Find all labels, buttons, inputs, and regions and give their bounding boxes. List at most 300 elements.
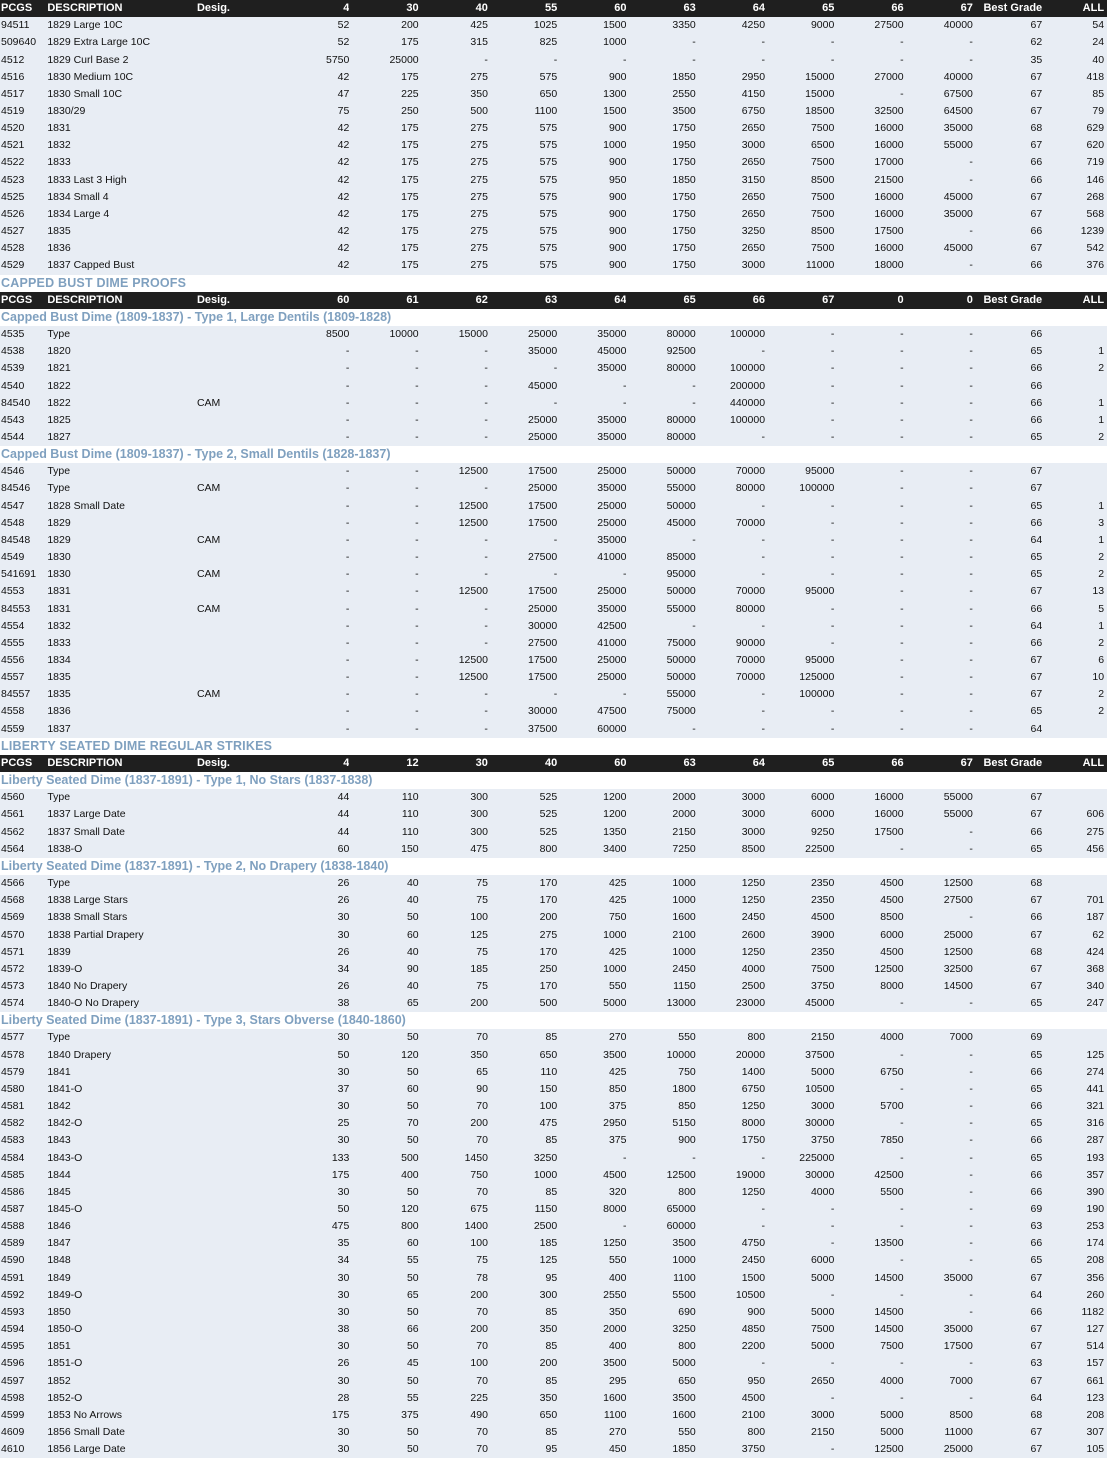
header-price-5: 60 xyxy=(614,2,627,15)
cell-price-6: 85000 xyxy=(666,551,696,564)
header-population-all: ALL xyxy=(1082,756,1105,769)
cell-price-4: 200 xyxy=(539,1357,558,1370)
cell-price-7: 2950 xyxy=(741,70,766,83)
cell-price-6: 2550 xyxy=(672,87,696,100)
cell-price-7: 1250 xyxy=(741,1100,766,1113)
cell-price-5: - xyxy=(622,379,627,392)
cell-price-10: - xyxy=(969,654,973,667)
cell-price-5: - xyxy=(622,1220,627,1233)
cell-description: 1850 xyxy=(47,1305,71,1318)
cell-price-2: 40 xyxy=(406,877,419,890)
cell-price-9: 17500 xyxy=(874,825,904,838)
cell-price-2: - xyxy=(415,654,419,667)
cell-price-1: - xyxy=(345,482,350,495)
table-row xyxy=(0,1201,1107,1218)
cell-population-all: 125 xyxy=(1086,1048,1105,1061)
cell-price-2: 50 xyxy=(406,911,419,924)
cell-price-1: 75 xyxy=(337,105,350,118)
table-row xyxy=(0,944,1107,961)
cell-price-5: 320 xyxy=(608,1185,627,1198)
subsection-title: Capped Bust Dime (1809-1837) - Type 2, Small Dentils (1828-1837) xyxy=(1,447,391,462)
cell-price-8: 2350 xyxy=(810,945,835,958)
cell-best-grade: 68 xyxy=(1030,945,1043,958)
cell-price-2: 90 xyxy=(406,962,419,975)
cell-price-1: - xyxy=(345,654,350,667)
cell-price-8: 2150 xyxy=(810,1031,835,1044)
cell-price-5: 900 xyxy=(608,207,627,220)
table-row xyxy=(0,1029,1107,1046)
table-row xyxy=(0,412,1107,429)
cell-description: 1828 Small Date xyxy=(47,499,125,512)
cell-price-3: 750 xyxy=(470,1168,488,1181)
cell-price-7: 3750 xyxy=(741,1443,766,1456)
cell-description: 1837 Large Date xyxy=(47,808,126,821)
table-row xyxy=(0,909,1107,926)
cell-price-1: 42 xyxy=(337,259,350,272)
cell-best-grade: 66 xyxy=(1030,1168,1043,1181)
cell-price-9: - xyxy=(900,345,904,358)
cell-price-5: 25000 xyxy=(597,465,627,478)
cell-description: 1839-O xyxy=(47,962,83,975)
table-row xyxy=(0,583,1107,600)
cell-price-5: 35000 xyxy=(597,328,627,341)
cell-price-10: 55000 xyxy=(943,139,973,152)
header-price-8: 67 xyxy=(822,293,835,306)
cell-price-5: 35000 xyxy=(597,362,627,375)
cell-price-10: 8500 xyxy=(949,1408,973,1421)
table-row xyxy=(0,429,1107,446)
cell-price-3: 75 xyxy=(476,945,488,958)
cell-pcgs-number: 4522 xyxy=(1,156,25,169)
cell-price-1: 475 xyxy=(331,1220,350,1233)
cell-designation: CAM xyxy=(196,688,221,701)
cell-price-7: 4150 xyxy=(741,87,766,100)
cell-price-5: 1250 xyxy=(603,1237,627,1250)
cell-pcgs-number: 4556 xyxy=(1,654,25,667)
cell-price-6: 1850 xyxy=(672,173,696,186)
cell-price-3: 275 xyxy=(470,259,488,272)
cell-price-8: - xyxy=(830,722,835,735)
cell-price-1: - xyxy=(345,619,350,632)
cell-price-3: - xyxy=(484,568,488,581)
cell-price-1: - xyxy=(345,705,350,718)
cell-price-4: 575 xyxy=(539,190,558,203)
cell-price-8: - xyxy=(830,1237,835,1250)
cell-description: Type xyxy=(47,877,71,890)
cell-price-1: 30 xyxy=(337,1185,350,1198)
cell-price-4: 110 xyxy=(540,1065,558,1078)
cell-price-3: - xyxy=(484,636,488,649)
cell-price-7: 2200 xyxy=(741,1340,766,1353)
cell-price-9: - xyxy=(900,465,904,478)
cell-best-grade: 65 xyxy=(1030,568,1043,581)
cell-price-6: 1750 xyxy=(672,242,696,255)
cell-price-4: 17500 xyxy=(528,465,558,478)
table-row xyxy=(0,1270,1107,1287)
cell-price-5: 1200 xyxy=(603,791,627,804)
subsection-heading xyxy=(0,446,1107,463)
cell-description: 1833 Last 3 High xyxy=(47,173,127,186)
cell-best-grade: 65 xyxy=(1030,345,1043,358)
cell-price-6: 3350 xyxy=(672,19,696,32)
cell-price-1: 44 xyxy=(337,791,350,804)
table-row xyxy=(0,1252,1107,1269)
cell-price-2: 175 xyxy=(401,207,419,220)
cell-price-10: - xyxy=(969,1168,973,1181)
table-row xyxy=(0,1064,1107,1081)
cell-designation: CAM xyxy=(196,396,221,409)
cell-price-2: - xyxy=(415,345,419,358)
cell-best-grade: 66 xyxy=(1030,825,1043,838)
cell-best-grade: 65 xyxy=(1030,1048,1043,1061)
cell-price-6: 5500 xyxy=(672,1288,696,1301)
cell-pcgs-number: 4581 xyxy=(1,1100,25,1113)
cell-price-10: - xyxy=(969,671,973,684)
cell-description: 1829 Curl Base 2 xyxy=(47,53,129,66)
cell-price-10: - xyxy=(969,482,973,495)
cell-price-8: - xyxy=(830,516,835,529)
cell-population-all: 2 xyxy=(1098,688,1105,701)
cell-price-4: 25000 xyxy=(528,430,558,443)
cell-pcgs-number: 4587 xyxy=(1,1203,25,1216)
table-row xyxy=(0,137,1107,154)
cell-price-10: - xyxy=(969,636,973,649)
cell-population-all: 606 xyxy=(1086,808,1105,821)
cell-price-5: 1600 xyxy=(603,1391,627,1404)
cell-price-5: - xyxy=(622,53,627,66)
table-row xyxy=(0,103,1107,120)
cell-price-4: 800 xyxy=(539,842,558,855)
cell-price-1: - xyxy=(345,499,350,512)
table-row xyxy=(0,1098,1107,1115)
table-row xyxy=(0,326,1107,343)
cell-price-2: - xyxy=(415,516,419,529)
cell-price-1: 42 xyxy=(337,190,350,203)
cell-price-3: - xyxy=(484,53,488,66)
cell-price-3: 225 xyxy=(470,1391,488,1404)
cell-price-7: 100000 xyxy=(730,413,766,426)
cell-price-7: - xyxy=(761,1220,766,1233)
cell-price-3: 275 xyxy=(470,173,488,186)
cell-price-8: - xyxy=(830,499,835,512)
cell-price-1: - xyxy=(345,430,350,443)
cell-price-7: 23000 xyxy=(735,997,766,1010)
cell-price-10: 11000 xyxy=(944,1426,973,1439)
cell-pcgs-number: 4561 xyxy=(1,808,25,821)
cell-price-6: 1850 xyxy=(672,1443,696,1456)
cell-price-10: - xyxy=(969,1254,973,1267)
header-price-4: 55 xyxy=(544,2,558,15)
cell-price-1: - xyxy=(345,533,350,546)
cell-price-8: 95000 xyxy=(805,585,835,598)
cell-price-1: 42 xyxy=(337,207,350,220)
section-title: CAPPED BUST DIME PROOFS xyxy=(1,275,187,290)
cell-population-all: 2 xyxy=(1098,430,1105,443)
cell-pcgs-number: 84557 xyxy=(1,688,31,701)
cell-price-9: 16000 xyxy=(874,791,904,804)
cell-price-9: 13500 xyxy=(874,1237,904,1250)
cell-price-8: 45000 xyxy=(805,997,835,1010)
cell-pcgs-number: 4571 xyxy=(1,945,25,958)
cell-price-4: 3250 xyxy=(533,1151,558,1164)
cell-pcgs-number: 4523 xyxy=(1,173,25,186)
cell-price-10: - xyxy=(969,1082,973,1095)
cell-price-6: 80000 xyxy=(666,328,696,341)
cell-price-7: - xyxy=(761,688,766,701)
cell-pcgs-number: 4543 xyxy=(1,413,25,426)
cell-price-4: 27500 xyxy=(528,551,558,564)
header-price-3: 62 xyxy=(475,293,488,306)
cell-price-2: 175 xyxy=(401,36,419,49)
cell-description: 1834 Small 4 xyxy=(47,190,109,203)
cell-population-all: 2 xyxy=(1098,636,1105,649)
cell-price-8: 15000 xyxy=(805,70,835,83)
table-row xyxy=(0,223,1107,240)
cell-price-10: - xyxy=(969,1065,973,1078)
cell-price-1: 30 xyxy=(337,1271,350,1284)
cell-price-6: - xyxy=(692,396,696,409)
cell-pcgs-number: 4555 xyxy=(1,636,25,649)
cell-price-7: - xyxy=(761,619,766,632)
cell-price-10: - xyxy=(969,1357,973,1370)
header-price-2: 12 xyxy=(406,756,419,769)
cell-description: Type xyxy=(47,328,71,341)
cell-price-4: 170 xyxy=(539,877,558,890)
cell-price-8: 7500 xyxy=(810,962,835,975)
cell-pcgs-number: 509640 xyxy=(1,36,37,49)
cell-price-6: 50000 xyxy=(666,654,696,667)
cell-price-4: 250 xyxy=(539,962,558,975)
cell-description: 1849 xyxy=(47,1271,71,1284)
cell-price-9: - xyxy=(900,533,904,546)
cell-price-1: 30 xyxy=(337,1340,350,1353)
header-price-2: 30 xyxy=(406,2,419,15)
cell-price-9: - xyxy=(900,1220,904,1233)
table-row xyxy=(0,1132,1107,1149)
cell-price-10: - xyxy=(969,1185,973,1198)
cell-price-4: 85 xyxy=(545,1134,558,1147)
cell-price-1: 26 xyxy=(337,877,350,890)
cell-price-7: 800 xyxy=(747,1426,766,1439)
cell-price-5: 375 xyxy=(608,1100,627,1113)
table-row xyxy=(0,1373,1107,1390)
cell-price-2: 50 xyxy=(406,1271,419,1284)
subsection-heading xyxy=(0,1012,1107,1029)
table-row xyxy=(0,841,1107,858)
cell-best-grade: 66 xyxy=(1030,1065,1043,1078)
cell-best-grade: 67 xyxy=(1030,688,1043,701)
cell-price-9: 16000 xyxy=(874,808,904,821)
cell-price-3: 15000 xyxy=(458,328,488,341)
cell-pcgs-number: 4558 xyxy=(1,705,25,718)
cell-best-grade: 67 xyxy=(1030,1426,1043,1439)
cell-population-all: 1 xyxy=(1098,533,1105,546)
cell-price-9: - xyxy=(900,53,904,66)
cell-price-3: 125 xyxy=(470,928,488,941)
cell-price-7: 70000 xyxy=(735,671,766,684)
header-price-5: 64 xyxy=(614,293,627,306)
cell-pcgs-number: 4528 xyxy=(1,242,25,255)
cell-price-5: 425 xyxy=(608,945,627,958)
cell-pcgs-number: 4577 xyxy=(1,1031,25,1044)
cell-description: 1838-O xyxy=(47,842,83,855)
cell-price-5: 900 xyxy=(608,122,627,135)
cell-price-3: 490 xyxy=(470,1408,488,1421)
cell-price-8: - xyxy=(830,568,835,581)
cell-price-5: 35000 xyxy=(597,413,627,426)
cell-price-10: 25000 xyxy=(943,928,973,941)
cell-price-7: 100000 xyxy=(730,362,766,375)
cell-price-2: 40 xyxy=(406,945,419,958)
cell-price-9: 14500 xyxy=(874,1323,904,1336)
cell-price-1: - xyxy=(345,671,350,684)
cell-price-9: - xyxy=(900,1288,904,1301)
cell-best-grade: 63 xyxy=(1030,1357,1043,1370)
cell-pcgs-number: 4521 xyxy=(1,139,25,152)
cell-price-2: 400 xyxy=(401,1168,419,1181)
cell-price-5: 42500 xyxy=(597,619,627,632)
cell-price-6: 2000 xyxy=(672,808,696,821)
cell-price-6: 1750 xyxy=(672,156,696,169)
cell-price-7: 100000 xyxy=(730,328,766,341)
cell-population-all: 62 xyxy=(1092,928,1105,941)
header-price-1: 4 xyxy=(343,756,350,769)
cell-price-10: 45000 xyxy=(943,242,973,255)
cell-price-5: 5000 xyxy=(603,997,627,1010)
cell-price-4: 85 xyxy=(545,1426,558,1439)
cell-price-6: 95000 xyxy=(666,568,696,581)
cell-price-3: - xyxy=(484,396,488,409)
cell-best-grade: 66 xyxy=(1030,173,1043,186)
cell-price-7: 80000 xyxy=(735,482,766,495)
cell-price-9: - xyxy=(900,430,904,443)
cell-price-5: 900 xyxy=(608,259,627,272)
subsection-title: Liberty Seated Dime (1837-1891) - Type 1, No Stars (1837-1838) xyxy=(1,773,373,788)
cell-price-10: 55000 xyxy=(943,808,973,821)
cell-price-4: 2500 xyxy=(533,1220,558,1233)
header-price-3: 30 xyxy=(475,756,488,769)
cell-price-7: 2600 xyxy=(741,928,766,941)
cell-price-8: 3750 xyxy=(810,1134,835,1147)
header-price-7: 66 xyxy=(752,293,766,306)
cell-price-5: 1500 xyxy=(603,105,627,118)
cell-price-4: 125 xyxy=(539,1254,558,1267)
cell-price-2: 40 xyxy=(406,894,419,907)
cell-price-5: 45000 xyxy=(597,345,627,358)
cell-population-all: 321 xyxy=(1086,1100,1105,1113)
cell-price-8: 6500 xyxy=(810,139,835,152)
cell-price-2: 175 xyxy=(401,190,419,203)
subsection-heading xyxy=(0,772,1107,789)
cell-price-8: 9000 xyxy=(810,19,835,32)
cell-price-1: 30 xyxy=(337,1305,350,1318)
header-price-2: 61 xyxy=(406,293,419,306)
cell-price-4: 170 xyxy=(539,979,558,992)
cell-best-grade: 66 xyxy=(1030,259,1043,272)
cell-price-3: 78 xyxy=(476,1271,488,1284)
cell-pcgs-number: 4588 xyxy=(1,1220,25,1233)
cell-price-8: 7500 xyxy=(810,122,835,135)
cell-price-6: 690 xyxy=(678,1305,696,1318)
cell-best-grade: 35 xyxy=(1030,53,1043,66)
cell-price-2: - xyxy=(415,551,419,564)
table-row xyxy=(0,532,1107,549)
cell-price-5: 2550 xyxy=(603,1288,627,1301)
cell-price-3: 1450 xyxy=(464,1151,488,1164)
table-row xyxy=(0,1304,1107,1321)
cell-price-1: 52 xyxy=(337,36,350,49)
cell-price-1: 30 xyxy=(337,911,350,924)
cell-price-6: 1750 xyxy=(672,207,696,220)
cell-price-8: - xyxy=(830,430,835,443)
cell-price-2: 50 xyxy=(406,1426,419,1439)
cell-price-7: - xyxy=(761,1203,766,1216)
cell-best-grade: 67 xyxy=(1030,791,1043,804)
cell-price-1: 47 xyxy=(337,87,350,100)
cell-price-8: - xyxy=(830,362,835,375)
cell-pcgs-number: 4525 xyxy=(1,190,25,203)
cell-price-7: 3000 xyxy=(741,808,766,821)
cell-price-1: 30 xyxy=(337,1443,350,1456)
cell-pcgs-number: 4599 xyxy=(1,1408,25,1421)
cell-price-2: - xyxy=(415,465,419,478)
cell-price-6: 75000 xyxy=(666,705,696,718)
cell-price-2: - xyxy=(415,568,419,581)
cell-population-all: 275 xyxy=(1086,825,1105,838)
cell-price-8: 6000 xyxy=(810,808,835,821)
cell-price-8: 2650 xyxy=(810,1374,835,1387)
cell-population-all: 5 xyxy=(1098,602,1105,615)
cell-price-3: 200 xyxy=(470,997,488,1010)
cell-price-3: - xyxy=(484,482,488,495)
cell-price-9: 17000 xyxy=(874,156,904,169)
cell-price-9: 4000 xyxy=(880,1031,904,1044)
cell-pcgs-number: 4609 xyxy=(1,1426,25,1439)
cell-best-grade: 66 xyxy=(1030,1305,1043,1318)
cell-description: Type xyxy=(47,791,71,804)
cell-price-2: 175 xyxy=(401,173,419,186)
cell-price-6: - xyxy=(692,533,696,546)
table-row xyxy=(0,480,1107,497)
cell-price-10: - xyxy=(969,1237,973,1250)
cell-price-9: - xyxy=(900,362,904,375)
cell-price-8: 37500 xyxy=(805,1048,835,1061)
cell-price-4: 475 xyxy=(539,1117,558,1130)
header-price-3: 40 xyxy=(475,2,488,15)
cell-price-4: 85 xyxy=(545,1305,558,1318)
cell-price-3: - xyxy=(484,533,488,546)
cell-price-5: - xyxy=(622,396,627,409)
cell-description: 1830 xyxy=(47,568,71,581)
header-price-4: 63 xyxy=(544,293,558,306)
cell-price-8: 7500 xyxy=(810,156,835,169)
cell-price-2: 175 xyxy=(401,156,419,169)
table-row xyxy=(0,549,1107,566)
cell-population-all: 193 xyxy=(1086,1151,1105,1164)
cell-price-3: 275 xyxy=(470,242,488,255)
cell-description: 1840 No Drapery xyxy=(47,979,128,992)
cell-designation: CAM xyxy=(196,568,221,581)
cell-price-2: - xyxy=(415,430,419,443)
cell-price-9: 8500 xyxy=(880,911,904,924)
header-price-10: 0 xyxy=(966,293,973,306)
cell-population-all: 79 xyxy=(1092,105,1105,118)
cell-price-10: - xyxy=(969,259,973,272)
cell-price-5: 25000 xyxy=(597,654,627,667)
cell-pcgs-number: 4590 xyxy=(1,1254,25,1267)
cell-price-8: 4000 xyxy=(810,1185,835,1198)
header-designation: Desig. xyxy=(196,756,230,769)
